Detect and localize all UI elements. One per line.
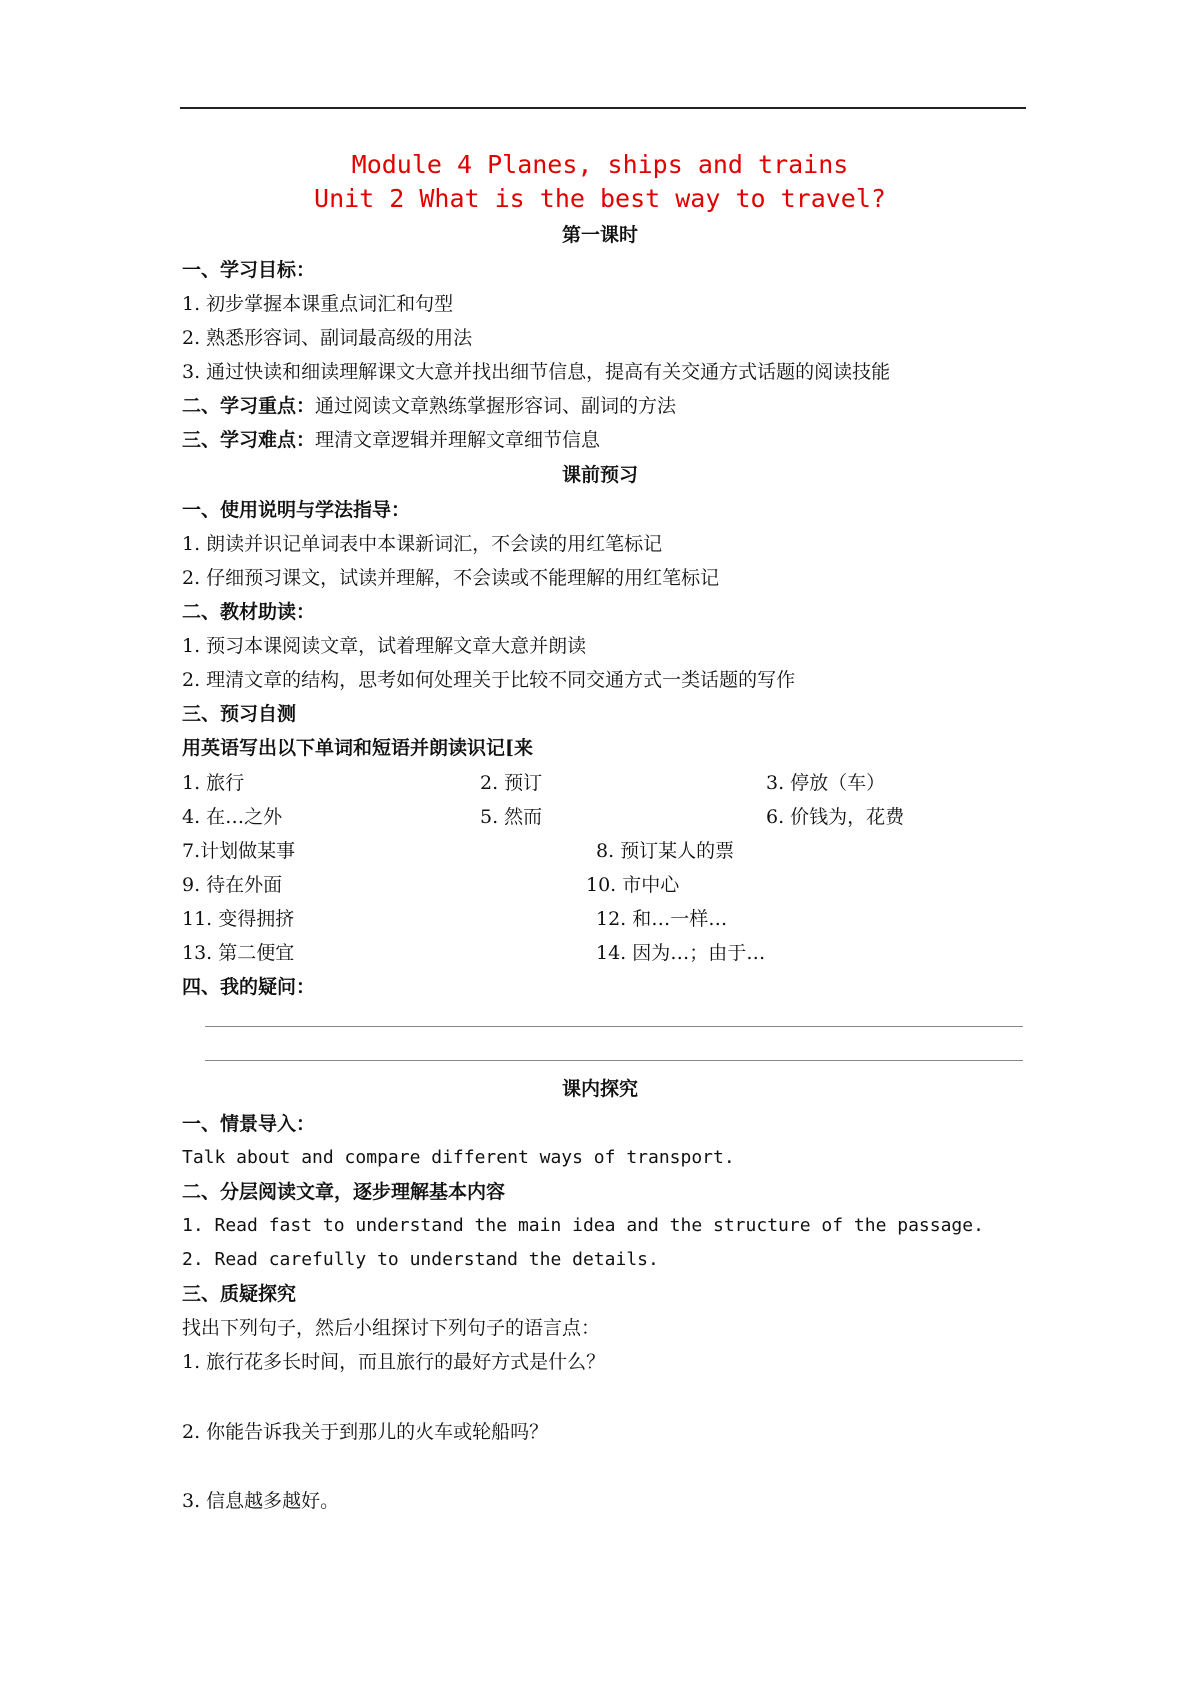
vocab-item: 7.计划做某事 <box>182 840 296 862</box>
vocab-item: 6. 价钱为，花费 <box>766 806 905 828</box>
difficulty-line <box>182 426 600 454</box>
vocab-item: 9. 待在外面 <box>182 874 283 896</box>
usage-item: 2. 仔细预习课文，试读并理解，不会读或不能理解的用红笔标记 <box>182 567 720 589</box>
focus-label: 二、学习重点： <box>182 395 316 417</box>
objective-item: 3. 通过快读和细读理解课文大意并找出细节信息，提高有关交通方式话题的阅读技能 <box>182 361 891 383</box>
objective-item: 1. 初步掌握本课重点词汇和句型 <box>182 293 454 315</box>
sentence-item: 1. 旅行花多长时间，而且旅行的最好方式是什么？ <box>182 1351 606 1373</box>
difficulty-label: 三、学习难点： <box>182 429 316 451</box>
module-title: Module 4 Planes, ships and trains <box>351 150 849 179</box>
answer-line[interactable] <box>205 1060 1023 1061</box>
vocab-item: 8. 预订某人的票 <box>596 840 735 862</box>
intro-heading: 一、情景导入： <box>182 1113 316 1135</box>
inquiry-instruction: 找出下列句子，然后小组探讨下列句子的语言点： <box>182 1317 601 1339</box>
aid-item: 2. 理清文章的结构，思考如何处理关于比较不同交通方式一类话题的写作 <box>182 669 796 691</box>
reading-item: 2. Read carefully to understand the details. <box>182 1249 659 1270</box>
vocab-item: 1. 旅行 <box>182 772 245 794</box>
vocab-item: 11. 变得拥挤 <box>182 908 295 930</box>
usage-item: 1. 朗读并识记单词表中本课新词汇，不会读的用红笔标记 <box>182 533 663 555</box>
aid-heading: 二、教材助读： <box>182 601 316 623</box>
focus-text: 通过阅读文章熟练掌握形容词、副词的方法 <box>315 395 677 417</box>
questions-heading: 四、我的疑问： <box>182 976 316 998</box>
vocab-item: 10. 市中心 <box>586 874 680 896</box>
header-rule <box>180 107 1026 109</box>
unit-title: Unit 2 What is the best way to travel? <box>314 184 886 213</box>
intro-text: Talk about and compare different ways of transport. <box>182 1147 735 1168</box>
answer-line[interactable] <box>205 1026 1023 1027</box>
vocab-item: 13. 第二便宜 <box>182 942 295 964</box>
vocab-item: 14. 因为…；由于… <box>596 942 766 964</box>
sentence-item: 3. 信息越多越好。 <box>182 1490 340 1512</box>
vocab-item: 4. 在…之外 <box>182 806 283 828</box>
inclass-heading: 课内探究 <box>561 1078 638 1100</box>
sentence-item: 2. 你能告诉我关于到那儿的火车或轮船吗？ <box>182 1421 549 1443</box>
reading-item: 1. Read fast to understand the main idea and the structure of the passage. <box>182 1215 984 1236</box>
vocab-item: 5. 然而 <box>480 806 543 828</box>
selftest-heading: 三、预习自测 <box>182 703 297 725</box>
vocab-item: 3. 停放（车） <box>766 772 886 794</box>
preview-heading: 课前预习 <box>561 464 638 486</box>
lesson-label: 第一课时 <box>561 224 638 246</box>
objective-item: 2. 熟悉形容词、副词最高级的用法 <box>182 327 473 349</box>
vocab-item: 12. 和…一样… <box>596 908 728 930</box>
objectives-heading: 一、学习目标： <box>182 259 316 281</box>
vocab-item: 2. 预订 <box>480 772 543 794</box>
reading-heading: 二、分层阅读文章，逐步理解基本内容 <box>182 1181 506 1203</box>
inquiry-heading: 三、质疑探究 <box>182 1283 297 1305</box>
usage-heading: 一、使用说明与学法指导： <box>182 499 411 521</box>
focus-line <box>182 392 676 420</box>
aid-item: 1. 预习本课阅读文章，试着理解文章大意并朗读 <box>182 635 587 657</box>
selftest-instruction: 用英语写出以下单词和短语并朗读识记[来 <box>182 737 533 759</box>
difficulty-text: 理清文章逻辑并理解文章细节信息 <box>315 429 601 451</box>
